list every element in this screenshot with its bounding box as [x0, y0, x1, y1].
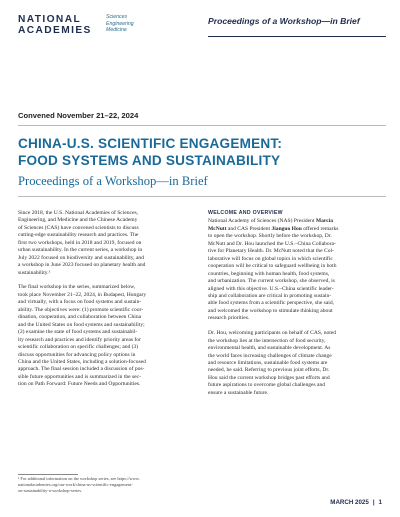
speaker-name-hou: Jianguo Hou	[271, 225, 302, 232]
text-line: able food systems from a scientific perspective, she said,	[208, 300, 334, 307]
doc-type-label: Proceedings of a Workshop—in Brief	[208, 16, 360, 26]
text-line: China and the United States, including a solution-focused	[18, 359, 146, 365]
welcome-line-1-text: National Academy of Sciences (NAS) President	[208, 218, 316, 225]
text-line: laborative will focus on global topics in which scientific	[208, 255, 333, 262]
welcome-line-1	[208, 218, 380, 225]
text-line: approach. The final session included a discussion of pos-	[18, 366, 145, 373]
right-column	[208, 210, 380, 405]
logo-subtext	[106, 14, 134, 34]
national-academies-logo	[18, 14, 178, 40]
welcome-paragraph	[208, 218, 380, 322]
page-subtitle: Proceedings of a Workshop—in Brief	[18, 174, 208, 188]
footnote	[18, 476, 190, 494]
text-line: The final workshop in the series, summarized below,	[18, 284, 136, 291]
text-line: and urbanization. The current workshop, she observed, is	[208, 278, 335, 285]
page-title	[18, 135, 388, 169]
logo-line-1: NATIONAL	[18, 14, 82, 25]
text-line: dination, cooperation, and collaboration between China	[18, 314, 142, 321]
text-line: took place November 21–22, 2024, in Budapest, Hungary	[18, 291, 147, 298]
logo-sub-medicine: Medicine	[106, 27, 127, 34]
page-number: 1	[378, 499, 382, 506]
title-line-2: FOOD SYSTEMS AND SUSTAINABILITY	[18, 153, 281, 168]
text-line: Hou said the current workshop bridges past efforts and	[208, 374, 330, 381]
left-column	[18, 210, 188, 396]
welcome-line-2-post: offered remarks	[301, 225, 339, 232]
footer-date: MARCH 2025	[330, 499, 369, 506]
text-line: scientific collaboration on specific challenges; and (3)	[18, 344, 139, 351]
text-line: and resource limitations, sustainable food systems are	[208, 360, 328, 366]
welcome-rest	[208, 233, 380, 322]
welcome-line-2-mid: and CAS President	[226, 225, 272, 232]
title-top-divider	[18, 125, 386, 126]
title-line-1: CHINA-U.S. SCIENTIFIC ENGAGEMENT:	[18, 136, 283, 151]
title-bottom-divider	[18, 196, 386, 197]
speaker-name-last: McNutt	[208, 225, 227, 232]
footer-separator: |	[372, 499, 375, 506]
page-header	[0, 0, 400, 50]
speaker-name-first: Marcia	[315, 218, 333, 225]
text-line: research priorities.	[208, 315, 250, 322]
footnote-line: on-sustainability-a-workshop-series.	[18, 488, 83, 493]
logo-wordmark	[18, 14, 104, 36]
text-line: cooperation will be critical to safeguard wellbeing in both	[208, 263, 337, 270]
intro-paragraph	[18, 210, 188, 277]
text-line: of Sciences (CAS) have convened scientists to discuss	[18, 224, 139, 231]
page-footer	[330, 499, 382, 506]
text-line: July 2022 focused on biodiversity and sustainability, and	[18, 254, 144, 261]
logo-sub-engineering: Engineering	[106, 20, 134, 27]
text-line: environmental health, and sustainable development. As	[208, 345, 331, 352]
text-line: tive for Planetary Health. Dr. McNutt noted that the Col-	[208, 248, 334, 255]
text-line: and welcomed the workshop to stimulate thinking about	[208, 307, 333, 314]
text-line: Dr. Hou, welcoming participants on behalf of CAS, noted	[208, 330, 337, 337]
text-line: ity research and practices and identify priority areas for	[18, 336, 141, 343]
text-line: first two workshops, held in 2018 and 2019, focused on	[18, 239, 142, 246]
footnote-divider	[18, 474, 78, 475]
text-line: sustainability.¹	[18, 269, 51, 276]
section-heading: WELCOME AND OVERVIEW	[208, 210, 283, 216]
text-line: McNutt and Dr. Hou launched the U.S.–China Collabora-	[208, 240, 336, 247]
text-line: urban sustainability. In the current series, a workshop in	[18, 247, 143, 254]
text-line: discuss opportunities for advancing policy options in	[18, 351, 136, 358]
text-line: and the United States on food systems and sustainability;	[18, 321, 145, 328]
text-line: tion on Path Forward: Future Needs and Opportunities.	[18, 381, 141, 388]
footnote-line: ¹ For additional information on the workshop series, see https://www.	[18, 476, 140, 481]
text-line: needed, he said. Referring to previous joint efforts, Dr.	[208, 367, 330, 374]
text-line: cutting-edge sustainability research and practices. The	[18, 232, 139, 239]
footnote-line: nationalacademies.org/our-work/china-us-scientific-engagement-	[18, 482, 133, 487]
text-line: Since 2018, the U.S. National Academies of Sciences,	[18, 210, 138, 216]
text-line: a workshop in June 2023 focused on planetary health and	[18, 262, 146, 269]
text-line: ensure a sustainable future.	[208, 389, 269, 396]
text-line: and virtually, with a focus on food systems and sustain-	[18, 299, 142, 306]
text-line: countries, beginning with human health, food systems,	[208, 270, 330, 277]
objectives-paragraph	[18, 284, 188, 388]
text-line: Engineering, and Medicine and the Chinese Academy	[18, 217, 138, 224]
text-line: ship and collaboration are critical in promoting sustain-	[208, 292, 332, 299]
logo-line-2: ACADEMIES	[18, 25, 92, 36]
text-line: ability. The objectives were: (1) promote scientific coor-	[18, 306, 144, 313]
text-line: the workshop lies at the intersection of food security,	[208, 337, 326, 344]
text-line: the world faces increasing challenges of climate change	[208, 352, 332, 359]
text-line: to open the workshop. Shortly before the workshop, Dr.	[208, 233, 332, 240]
logo-sub-sciences: Sciences	[106, 14, 128, 20]
convened-date: Convened November 21–22, 2024	[18, 111, 139, 120]
header-divider	[208, 36, 386, 37]
text-line: future aspirations to overcome global challenges and	[208, 382, 326, 389]
hou-paragraph	[208, 330, 380, 397]
text-line: aligned with this objective. U.S.–China scientific leader-	[208, 285, 334, 292]
text-line: sible future opportunities and is summarized in the sec-	[18, 373, 141, 380]
text-line: (2) examine the state of food systems and sustainabil-	[18, 329, 138, 336]
